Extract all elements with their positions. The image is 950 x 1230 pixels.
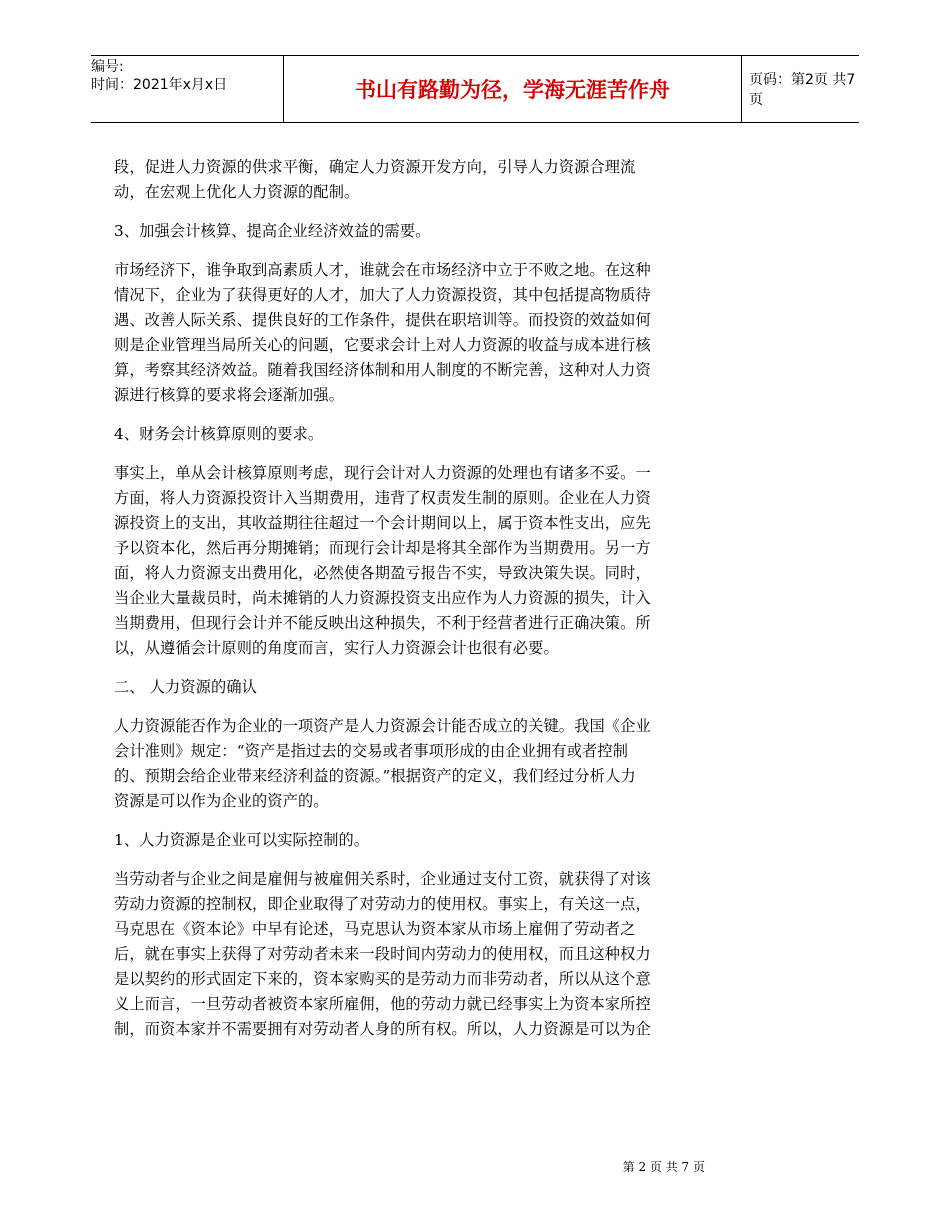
paragraph-line: 劳动力资源的控制权，即企业取得了对劳动力的使用权。事实上，有关这一点，: [114, 895, 651, 913]
header-motto-cell: [283, 56, 742, 122]
paragraph-line: 当企业大量裁员时，尚未摊销的人力资源投资支出应作为人力资源的损失，计入: [114, 589, 651, 607]
paragraph-line: 1、人力资源是企业可以实际控制的。: [114, 831, 370, 849]
document-header: [91, 55, 859, 123]
paragraph-line: 是以契约的形式固定下来的，资本家购买的是劳动力而非劳动者，所以从这个意: [114, 970, 651, 988]
paragraph-line: 则是企业管理当局所关心的问题，它要求会计上对人力资源的收益与成本进行核: [114, 336, 651, 354]
paragraph: [114, 867, 774, 1042]
paragraph-line: 源投资上的支出，其收益期往往超过一个会计期间以上，属于资本性支出，应先: [114, 514, 651, 532]
paragraph-line: 段，促进人力资源的供求平衡，确定人力资源开发方向，引导人力资源合理流: [114, 158, 636, 176]
paragraph-line: 4、财务会计核算原则的要求。: [114, 425, 324, 443]
motto-text: 书山有路勤为径，学海无涯苦作舟: [355, 78, 670, 102]
paragraph: [114, 828, 774, 853]
paragraph-line: 市场经济下，谁争取到高素质人才，谁就会在市场经济中立于不败之地。在这种: [114, 261, 651, 279]
paragraph: [114, 219, 774, 244]
serial-label: 编号:: [91, 59, 124, 75]
paragraph: [114, 155, 774, 205]
paragraph-line: 3、加强会计核算、提高企业经济效益的需要。: [114, 222, 431, 240]
document-body: [114, 155, 774, 1056]
paragraph-line: 以，从遵循会计原则的角度而言，实行人力资源会计也很有必要。: [114, 639, 559, 657]
time-label: 时间：2021年x月x日: [91, 77, 228, 93]
paragraph-line: 当期费用，但现行会计并不能反映出这种损失，不利于经营者进行正确决策。所: [114, 614, 651, 632]
paragraph-line: 马克思在《资本论》中早有论述，马克思认为资本家从市场上雇佣了劳动者之: [114, 920, 636, 938]
paragraph-line: 的、预期会给企业带来经济利益的资源。”根据资产的定义，我们经过分析人力: [114, 767, 636, 785]
paragraph-line: 后，就在事实上获得了对劳动者未来一段时间内劳动力的使用权，而且这种权力: [114, 945, 651, 963]
paragraph-line: 义上而言，一旦劳动者被资本家所雇佣，他的劳动力就已经事实上为资本家所控: [114, 995, 651, 1013]
paragraph-line: 会计准则》规定：“资产是指过去的交易或者事项形成的由企业拥有或者控制: [114, 742, 629, 760]
paragraph: [114, 461, 774, 661]
paragraph-line: 二、 人力资源的确认: [114, 678, 258, 696]
paragraph-line: 当劳动者与企业之间是雇佣与被雇佣关系时，企业通过支付工资，就获得了对该: [114, 870, 651, 888]
paragraph-line: 动，在宏观上优化人力资源的配制。: [114, 183, 360, 201]
header-page-cell: [741, 56, 859, 122]
footer-page-number: 第 2 页 共 7 页: [622, 1160, 705, 1174]
paragraph-line: 遇、改善人际关系、提供良好的工作条件，提供在职培训等。而投资的效益如何: [114, 311, 651, 329]
paragraph: [114, 422, 774, 447]
paragraph: [114, 714, 774, 814]
paragraph-line: 制，而资本家并不需要拥有对劳动者人身的所有权。所以，人力资源是可以为企: [114, 1020, 651, 1038]
paragraph-line: 算，考察其经济效益。随着我国经济体制和用人制度的不断完善，这种对人力资: [114, 361, 651, 379]
paragraph-line: 源进行核算的要求将会逐渐加强。: [114, 386, 345, 404]
paragraph-line: 面，将人力资源支出费用化，必然使各期盈亏报告不实，导致决策失误。同时，: [114, 564, 651, 582]
paragraph-line: 予以资本化，然后再分期摊销；而现行会计却是将其全部作为当期费用。另一方: [114, 539, 651, 557]
paragraph-line: 人力资源能否作为企业的一项资产是人力资源会计能否成立的关键。我国《企业: [114, 717, 651, 735]
paragraph-line: 情况下，企业为了获得更好的人才，加大了人力资源投资，其中包括提高物质待: [114, 286, 651, 304]
paragraph-line: 资源是可以作为企业的资产的。: [114, 792, 329, 810]
paragraph: [114, 258, 774, 408]
header-meta: [91, 56, 283, 122]
paragraph-line: 方面，将人力资源投资计入当期费用，违背了权责发生制的原则。企业在人力资: [114, 489, 651, 507]
page-code: 页码：第2页 共7页: [749, 72, 856, 108]
paragraph: [114, 675, 774, 700]
paragraph-line: 事实上，单从会计核算原则考虑，现行会计对人力资源的处理也有诸多不妥。一: [114, 464, 651, 482]
